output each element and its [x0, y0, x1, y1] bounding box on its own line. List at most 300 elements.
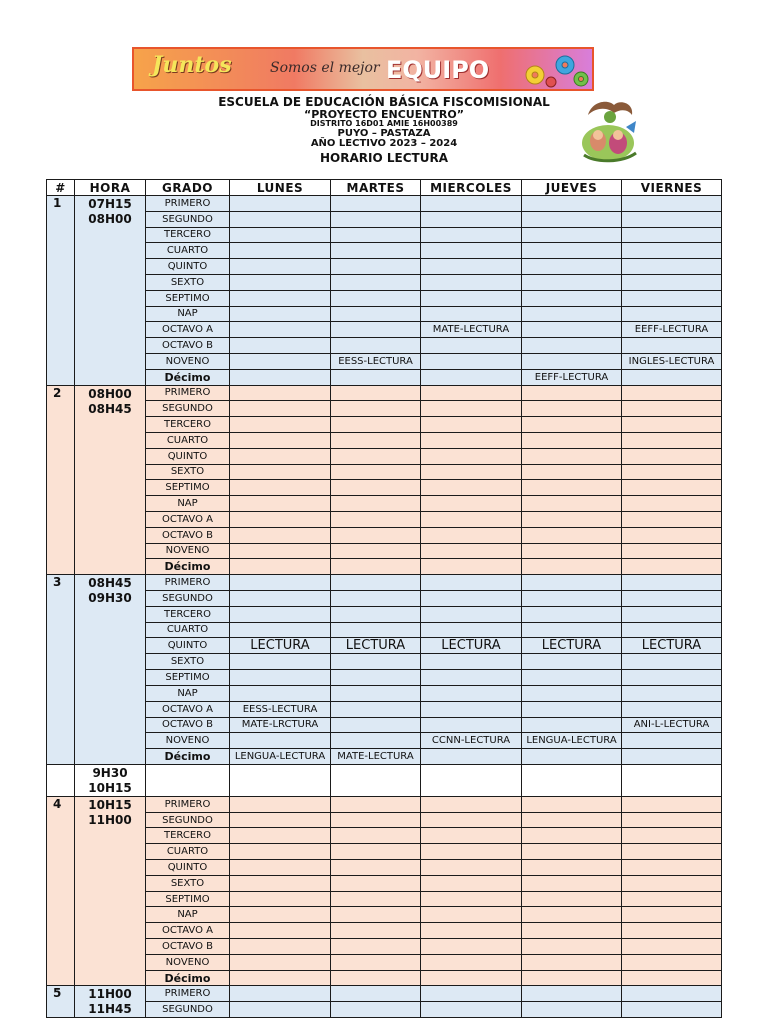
column-header: GRADO: [146, 180, 230, 196]
table-row: [47, 828, 722, 844]
schedule-cell: [622, 511, 722, 527]
schedule-cell: [230, 875, 331, 891]
schedule-cell: [421, 338, 522, 354]
grado-cell: SEGUNDO: [146, 211, 230, 227]
table-cell: [146, 764, 230, 796]
grado-cell: QUINTO: [146, 860, 230, 876]
grado-cell: Décimo: [146, 559, 230, 575]
schedule-cell: [331, 527, 421, 543]
schedule-cell: LENGUA-LECTURA: [522, 733, 622, 749]
schedule-cell: [522, 891, 622, 907]
schedule-cell: [421, 448, 522, 464]
hora-start: 10H15: [88, 797, 132, 812]
schedule-cell: [331, 211, 421, 227]
hora-start: 07H15: [88, 197, 132, 211]
schedule-cell: [331, 590, 421, 606]
schedule-cell: [331, 844, 421, 860]
grado-cell: Décimo: [146, 970, 230, 986]
schedule-cell: [421, 401, 522, 417]
project-name: “PROYECTO ENCUENTRO”: [304, 107, 464, 121]
schedule-cell: [230, 196, 331, 212]
schedule-cell: [331, 369, 421, 385]
schedule-cell: [331, 654, 421, 670]
grado-cell: CUARTO: [146, 243, 230, 259]
schedule-cell: LECTURA: [622, 638, 722, 654]
schedule-cell: [421, 954, 522, 970]
schedule-cell: LECTURA: [331, 638, 421, 654]
schedule-cell: [331, 306, 421, 322]
schedule-cell: [331, 543, 421, 559]
schedule-cell: LENGUA-LECTURA: [230, 749, 331, 765]
hora-end: 10H15: [88, 780, 132, 795]
table-row: [47, 954, 722, 970]
table-row: [47, 860, 722, 876]
schedule-cell: [622, 527, 722, 543]
schedule-cell: [421, 590, 522, 606]
block-number: 2: [47, 385, 75, 575]
schedule-cell: [622, 701, 722, 717]
schedule-cell: [230, 401, 331, 417]
table-row: [47, 812, 722, 828]
schedule-cell: [230, 1002, 331, 1018]
schedule-cell: [522, 622, 622, 638]
schedule-cell: [622, 227, 722, 243]
banner-juntos: [132, 47, 594, 91]
schedule-cell: [421, 259, 522, 275]
schedule-cell: [331, 417, 421, 433]
grado-cell: SEXTO: [146, 274, 230, 290]
schedule-cell: [522, 796, 622, 812]
schedule-cell: [622, 986, 722, 1002]
schedule-cell: [230, 227, 331, 243]
schedule-cell: [421, 875, 522, 891]
column-header: HORA: [75, 180, 146, 196]
schedule-cell: INGLES-LECTURA: [622, 353, 722, 369]
schedule-cell: [522, 401, 622, 417]
schedule-cell: [331, 923, 421, 939]
schedule-cell: [230, 243, 331, 259]
table-row: [47, 196, 722, 212]
schedule-cell: [522, 717, 622, 733]
schedule-cell: [230, 907, 331, 923]
schedule-cell: [622, 243, 722, 259]
grado-cell: SEXTO: [146, 464, 230, 480]
schedule-cell: [522, 654, 622, 670]
table-row: [47, 1002, 722, 1018]
grado-cell: SEPTIMO: [146, 891, 230, 907]
schedule-cell: [230, 432, 331, 448]
table-row: [47, 480, 722, 496]
schedule-cell: [622, 480, 722, 496]
schedule-cell: [522, 670, 622, 686]
grado-cell: SEGUNDO: [146, 401, 230, 417]
schedule-cell: [230, 670, 331, 686]
hora-start: 11H00: [88, 987, 132, 1002]
table-row: [47, 590, 722, 606]
schedule-cell: [522, 322, 622, 338]
school-year: AÑO LECTIVO 2023 – 2024: [310, 138, 458, 150]
schedule-cell: [230, 385, 331, 401]
block-hora: [75, 796, 146, 986]
hora-start: 08H45: [88, 576, 132, 591]
schedule-cell: [622, 306, 722, 322]
schedule-cell: LECTURA: [230, 638, 331, 654]
schedule-cell: [230, 812, 331, 828]
schedule-cell: [230, 685, 331, 701]
block-number: [47, 764, 75, 796]
table-row: [47, 638, 722, 654]
schedule-cell: [622, 211, 722, 227]
schedule-cell: [230, 448, 331, 464]
schedule-cell: [421, 670, 522, 686]
banner-somos-text: Somos el mejor: [270, 60, 380, 76]
table-row: [47, 306, 722, 322]
schedule-cell: [622, 274, 722, 290]
schedule-cell: [230, 654, 331, 670]
grado-cell: SEPTIMO: [146, 480, 230, 496]
schedule-cell: [522, 812, 622, 828]
schedule-cell: MATE-LRCTURA: [230, 717, 331, 733]
schedule-cell: [331, 733, 421, 749]
schedule-cell: [230, 353, 331, 369]
schedule-cell: [230, 417, 331, 433]
schedule-cell: [331, 480, 421, 496]
schedule-cell: [230, 606, 331, 622]
schedule-cell: [421, 970, 522, 986]
schedule-cell: [622, 575, 722, 591]
schedule-cell: [522, 828, 622, 844]
school-name: ESCUELA DE EDUCACIÓN BÁSICA FISCOMISIONAL: [218, 95, 550, 109]
column-header: JUEVES: [522, 180, 622, 196]
schedule-cell: [331, 670, 421, 686]
table-row: [47, 701, 722, 717]
table-row: [47, 907, 722, 923]
schedule-cell: [622, 369, 722, 385]
schedule-cell: [421, 606, 522, 622]
grado-cell: SEGUNDO: [146, 1002, 230, 1018]
grado-cell: TERCERO: [146, 417, 230, 433]
hora-end: 08H00: [88, 212, 132, 226]
schedule-cell: [522, 606, 622, 622]
break-row: [47, 764, 722, 796]
table-row: [47, 749, 722, 765]
schedule-cell: [522, 559, 622, 575]
grado-cell: OCTAVO B: [146, 527, 230, 543]
table-row: [47, 559, 722, 575]
location-line: PUYO – PASTAZA: [337, 127, 431, 139]
schedule-cell: LECTURA: [522, 638, 622, 654]
schedule-cell: [522, 939, 622, 955]
schedule-cell: [622, 749, 722, 765]
table-row: [47, 369, 722, 385]
column-header: MIERCOLES: [421, 180, 522, 196]
schedule-cell: [421, 622, 522, 638]
schedule-cell: [331, 274, 421, 290]
schedule-cell: [331, 970, 421, 986]
schedule-cell: [331, 606, 421, 622]
schedule-cell: [230, 369, 331, 385]
schedule-cell: [230, 986, 331, 1002]
schedule-cell: [622, 590, 722, 606]
block-hora: [75, 986, 146, 1018]
schedule-cell: [421, 923, 522, 939]
grado-cell: PRIMERO: [146, 196, 230, 212]
banner-juntos-text: Juntos: [152, 52, 232, 78]
table-row: [47, 259, 722, 275]
schedule-cell: [622, 606, 722, 622]
schedule-cell: [331, 575, 421, 591]
grado-cell: OCTAVO A: [146, 923, 230, 939]
table-row: [47, 385, 722, 401]
schedule-cell: [331, 243, 421, 259]
table-row: [47, 543, 722, 559]
table-row: [47, 733, 722, 749]
schedule-cell: [522, 338, 622, 354]
grado-cell: PRIMERO: [146, 986, 230, 1002]
table-cell: [522, 764, 622, 796]
schedule-cell: [622, 891, 722, 907]
table-row: [47, 622, 722, 638]
schedule-cell: [331, 227, 421, 243]
schedule-cell: [421, 575, 522, 591]
table-row: [47, 274, 722, 290]
grado-cell: NAP: [146, 907, 230, 923]
schedule-cell: [522, 527, 622, 543]
schedule-cell: [230, 860, 331, 876]
table-row: [47, 227, 722, 243]
table-row: [47, 891, 722, 907]
table-row: [47, 939, 722, 955]
schedule-cell: [421, 907, 522, 923]
block-hora: [75, 575, 146, 765]
district-line: DISTRITO 16D01 AMIE 16H00389: [310, 119, 458, 129]
schedule-cell: [421, 496, 522, 512]
schedule-cell: [421, 939, 522, 955]
column-header: LUNES: [230, 180, 331, 196]
schedule-cell: [331, 717, 421, 733]
schedule-cell: [421, 543, 522, 559]
schedule-cell: [622, 196, 722, 212]
schedule-cell: [421, 527, 522, 543]
schedule-cell: [331, 322, 421, 338]
schedule-cell: [230, 796, 331, 812]
schedule-cell: [622, 464, 722, 480]
schedule-cell: [230, 464, 331, 480]
table-row: [47, 496, 722, 512]
schedule-cell: [230, 575, 331, 591]
schedule-cell: [522, 844, 622, 860]
schedule-cell: [522, 274, 622, 290]
schedule-cell: [622, 970, 722, 986]
schedule-cell: [230, 322, 331, 338]
grado-cell: Décimo: [146, 369, 230, 385]
schedule-cell: [421, 243, 522, 259]
grado-cell: TERCERO: [146, 606, 230, 622]
schedule-cell: [421, 828, 522, 844]
schedule-cell: [421, 701, 522, 717]
schedule-cell: [331, 701, 421, 717]
grado-cell: PRIMERO: [146, 796, 230, 812]
schedule-cell: [421, 1002, 522, 1018]
schedule-cell: EESS-LECTURA: [331, 353, 421, 369]
schedule-cell: LECTURA: [421, 638, 522, 654]
grado-cell: OCTAVO B: [146, 338, 230, 354]
schedule-cell: [331, 891, 421, 907]
table-row: [47, 844, 722, 860]
schedule-cell: [230, 828, 331, 844]
schedule-cell: [522, 986, 622, 1002]
schedule-cell: [421, 654, 522, 670]
schedule-cell: [622, 812, 722, 828]
schedule-cell: [522, 590, 622, 606]
schedule-cell: [522, 923, 622, 939]
schedule-cell: [421, 369, 522, 385]
schedule-cell: [522, 259, 622, 275]
schedule-cell: [522, 290, 622, 306]
schedule-cell: MATE-LECTURA: [421, 322, 522, 338]
page-title: HORARIO LECTURA: [320, 150, 448, 165]
schedule-cell: [230, 511, 331, 527]
schedule-cell: [622, 875, 722, 891]
schedule-cell: [622, 338, 722, 354]
grado-cell: SEPTIMO: [146, 670, 230, 686]
schedule-cell: [622, 907, 722, 923]
school-logo: [578, 97, 642, 165]
block-hora: [75, 196, 146, 386]
schedule-cell: [522, 353, 622, 369]
schedule-cell: [331, 939, 421, 955]
table-cell: [230, 764, 331, 796]
schedule-cell: [421, 290, 522, 306]
schedule-cell: [331, 448, 421, 464]
table-cell: [331, 764, 421, 796]
schedule-cell: [331, 954, 421, 970]
table-row: [47, 290, 722, 306]
block-number: 1: [47, 196, 75, 386]
schedule-cell: [622, 685, 722, 701]
grado-cell: CUARTO: [146, 432, 230, 448]
schedule-cell: [622, 496, 722, 512]
grado-cell: QUINTO: [146, 638, 230, 654]
schedule-cell: [522, 480, 622, 496]
schedule-cell: ANI-L-LECTURA: [622, 717, 722, 733]
schedule-cell: [421, 211, 522, 227]
schedule-cell: [230, 590, 331, 606]
column-header: MARTES: [331, 180, 421, 196]
schedule-cell: EEFF-LECTURA: [622, 322, 722, 338]
schedule-cell: [331, 860, 421, 876]
grado-cell: OCTAVO B: [146, 717, 230, 733]
schedule-cell: [522, 1002, 622, 1018]
table-row: [47, 670, 722, 686]
table-row: [47, 464, 722, 480]
table-row: [47, 432, 722, 448]
schedule-cell: [230, 939, 331, 955]
hora-end: 08H45: [88, 401, 132, 416]
block-number: 5: [47, 986, 75, 1018]
table-row: [47, 322, 722, 338]
schedule-cell: [230, 259, 331, 275]
schedule-cell: [622, 1002, 722, 1018]
document-header: [150, 96, 618, 164]
schedule-cell: [522, 227, 622, 243]
schedule-cell: [522, 306, 622, 322]
schedule-cell: [622, 559, 722, 575]
schedule-cell: [522, 575, 622, 591]
schedule-cell: [522, 543, 622, 559]
hora-start: 08H00: [88, 386, 132, 401]
schedule-cell: [331, 1002, 421, 1018]
schedule-cell: [522, 432, 622, 448]
schedule-cell: [622, 401, 722, 417]
schedule-cell: [421, 480, 522, 496]
schedule-cell: [331, 401, 421, 417]
grado-cell: OCTAVO A: [146, 511, 230, 527]
table-cell: [622, 764, 722, 796]
schedule-cell: [622, 860, 722, 876]
schedule-cell: [331, 385, 421, 401]
schedule-cell: [622, 654, 722, 670]
schedule-cell: [622, 432, 722, 448]
schedule-cell: [522, 511, 622, 527]
table-row: [47, 875, 722, 891]
schedule-cell: [421, 464, 522, 480]
schedule-cell: [331, 812, 421, 828]
schedule-cell: [331, 907, 421, 923]
grado-cell: TERCERO: [146, 828, 230, 844]
block-hora: [75, 764, 146, 796]
schedule-cell: [522, 417, 622, 433]
schedule-cell: [421, 227, 522, 243]
grado-cell: NOVENO: [146, 353, 230, 369]
grado-cell: Décimo: [146, 749, 230, 765]
schedule-cell: [230, 923, 331, 939]
schedule-cell: [230, 496, 331, 512]
schedule-cell: [331, 559, 421, 575]
column-header: #: [47, 180, 75, 196]
schedule-cell: [421, 717, 522, 733]
schedule-cell: [230, 274, 331, 290]
schedule-cell: [421, 812, 522, 828]
schedule-cell: [522, 749, 622, 765]
grado-cell: OCTAVO A: [146, 701, 230, 717]
schedule-cell: [331, 464, 421, 480]
table-row: [47, 527, 722, 543]
table-cell: [421, 764, 522, 796]
schedule-cell: [622, 939, 722, 955]
schedule-cell: [622, 448, 722, 464]
schedule-cell: EEFF-LECTURA: [522, 369, 622, 385]
schedule-cell: [331, 875, 421, 891]
table-row: [47, 654, 722, 670]
grado-cell: NAP: [146, 306, 230, 322]
schedule-cell: [622, 622, 722, 638]
schedule-cell: [421, 749, 522, 765]
table-row: [47, 923, 722, 939]
schedule-body: [47, 196, 722, 1018]
schedule-cell: [522, 496, 622, 512]
column-header: VIERNES: [622, 180, 722, 196]
schedule-cell: [522, 448, 622, 464]
schedule-cell: [622, 417, 722, 433]
schedule-cell: [522, 243, 622, 259]
table-row: [47, 353, 722, 369]
table-row: [47, 401, 722, 417]
schedule-cell: [421, 891, 522, 907]
gear-icon: [517, 51, 593, 89]
schedule-table: [46, 179, 722, 1018]
schedule-cell: [522, 907, 622, 923]
